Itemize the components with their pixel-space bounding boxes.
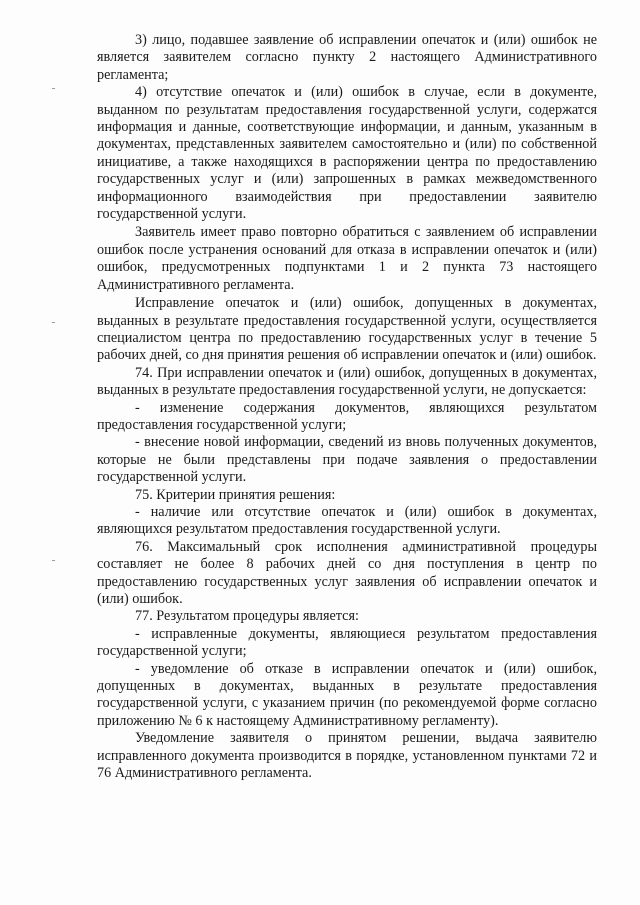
scan-margin-mark <box>52 560 55 561</box>
scan-margin-mark <box>52 88 55 89</box>
scan-margin-mark <box>52 322 55 323</box>
list-item-content-change: - изменение содержания документов, являющихся результатом предоставления государственной услуги; <box>97 399 597 433</box>
list-item-corrected-documents: - исправленные документы, являющиеся результатом предоставления государственной услуги; <box>97 625 597 660</box>
paragraph-section-74: 74. При исправлении опечаток и (или) ошибок, допущенных в документах, выданных в результате предоставления государственной услуги, не допускается: <box>97 364 597 399</box>
list-item-new-information: - внесение новой информации, сведений из вновь полученных документов, которые не были представлены при подаче заявления о предоставлении государственной услуги. <box>97 434 597 486</box>
list-item-criteria: - наличие или отсутствие опечаток и (или) ошибок в документах, являющихся результатом предоставления государственной услуги. <box>97 503 597 538</box>
paragraph-correction-term: Исправление опечаток и (или) ошибок, допущенных в документах, выданных в результате предоставления государственной услуги, осуществляется специалистом центра по предоставлению государственных услуг в течение 5 рабочих дней, со дня принятия решения об исправлении опечаток и (или) ошибок. <box>97 295 597 364</box>
paragraph-section-75: 75. Критерии принятия решения: <box>135 486 336 503</box>
paragraph-section-77: 77. Результатом процедуры является: <box>135 608 359 625</box>
document-body <box>97 32 597 782</box>
list-item-refusal-notice: - уведомление об отказе в исправлении опечаток и (или) ошибок, допущенных в документах, выданных в результате предоставления государственной услуги, с указанием причин (по рекомендуемой форме согласно приложению № 6 к настоящему Административному регламенту). <box>97 660 597 729</box>
paragraph-item-3: 3) лицо, подавшее заявление об исправлении опечаток и (или) ошибок не является заявителем согласно пункту 2 настоящего Административного регламента; <box>97 32 597 83</box>
paragraph-section-76: 76. Максимальный срок исполнения административной процедуры составляет не более 8 рабочих дней со дня поступления в центр по предоставлению государственных услуг заявления об исправлении опечаток и (или) ошибок. <box>97 538 597 607</box>
paragraph-item-4: 4) отсутствие опечаток и (или) ошибок в случае, если в документе, выданном по результатам предоставления государственной услуги, содержатся информация и данные, соответствующие информации, и данным, указанным в документах, представленных заявителем самостоятельно и (или) по собственной инициативе, а также находящихся в распоряжении центра по предоставлению государственных услуг и (или) запрошенных в рамках межведомственного информационного взаимодействия при предоставлении заявителю государственной услуги. <box>97 84 597 223</box>
paragraph-notification: Уведомление заявителя о принятом решении, выдача заявителю исправленного документа производится в порядке, установленном пунктами 72 и 76 Административного регламента. <box>97 730 597 782</box>
paragraph-reapply-right: Заявитель имеет право повторно обратиться с заявлением об исправлении ошибок после устранения оснований для отказа в исправлении опечаток и (или) ошибок, предусмотренных подпунктами 1 и 2 пункта 73 настоящего Административного регламента. <box>97 224 597 293</box>
